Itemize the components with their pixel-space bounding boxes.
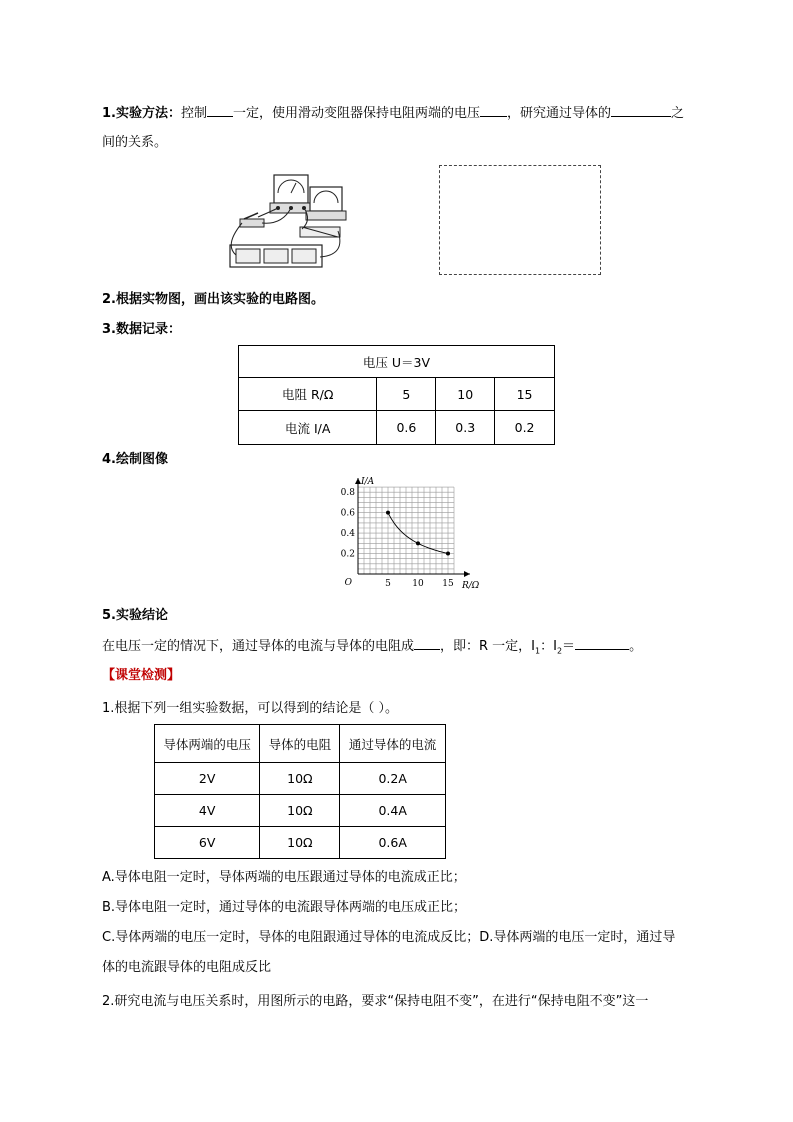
conclusion-end: 。 [629,639,643,654]
table-cell: 10Ω [260,763,340,795]
graph-heading: 4.绘制图像 [102,452,168,467]
method-text-c: ，研究通过导体的 [507,106,612,121]
y-axis-label: I/A [361,477,375,487]
conclusion-colon: ：I [540,639,557,654]
blank-2 [480,103,507,117]
question-1: 1.根据下列一组实验数据，可以得到的结论是（ ）。 [102,701,399,716]
x-tick-label: 15 [442,579,454,589]
data-table [238,345,555,445]
table-cell: 10 [436,378,495,411]
table-cell: 15 [495,378,555,411]
question-2: 2.研究电流与电压关系时，用图所示的电路，要求“保持电阻不变”，在进行“保持电阻不变”这一 [102,994,649,1009]
conclusion-text [102,636,642,662]
y-tick-label: 0.8 [340,488,355,499]
subscript-1: 1 [535,646,541,656]
blank-3 [611,103,671,117]
subscript-2: 2 [556,646,563,656]
conclusion-part-a: 在电压一定的情况下，通过导体的电流与导体的电阻成 [102,639,415,654]
x-tick-label: 5 [385,579,391,589]
table-cell: 10Ω [260,827,340,859]
conclusion-heading: 5.实验结论 [102,608,168,623]
y-tick-label: 0.4 [340,529,355,540]
method-heading: 1.实验方法： [102,106,181,121]
data-point [386,511,390,515]
table-cell: 0.6 [377,411,436,445]
table-cell: 0.2A [340,763,446,795]
origin-label: O [344,578,352,588]
option-a: A.导体电阻一定时，导体两端的电压跟通过导体的电流成正比； [102,870,466,885]
table-cell: 10Ω [260,795,340,827]
option-d-continued: 体的电流跟导体的电阻成反比 [102,960,272,975]
data-heading: 3.数据记录： [102,322,181,337]
table-cell: 0.2 [495,411,555,445]
current-label: 电流 I/A [239,411,377,445]
blank-5 [575,636,629,650]
y-tick-label: 0.2 [340,549,355,560]
table-cell: 0.4A [340,795,446,827]
circuit-drawing-box [439,165,601,275]
x-tick-label: 10 [412,579,424,589]
y-tick-label: 0.6 [340,508,355,519]
x-axis-label: R/Ω [462,581,480,591]
circuit-heading: 2.根据实物图，画出该实验的电路图。 [102,292,324,307]
option-b: B.导体电阻一定时，通过导体的电流跟导体两端的电压成正比； [102,900,467,915]
current-resistance-chart [336,476,480,594]
table-header: 电压 U＝3V [239,346,555,378]
table-col-header: 通过导体的电流 [340,725,446,763]
table-cell: 5 [377,378,436,411]
data-point [446,552,450,556]
method-line-2: 间的关系。 [102,135,168,150]
blank-4 [414,636,440,650]
conclusion-equals: ＝ [562,639,576,654]
method-text-a: 控制 [180,106,207,121]
section-title: 【课堂检测】 [102,668,181,683]
table-cell: 2V [155,763,260,795]
table-col-header: 导体两端的电压 [155,725,260,763]
resistance-label: 电阻 R/Ω [239,378,377,411]
table-cell: 0.6A [340,827,446,859]
question-table [154,724,446,859]
blank-1 [207,103,233,117]
data-point [416,541,420,545]
table-col-header: 导体的电阻 [260,725,340,763]
x-axis-arrow [464,571,470,577]
table-cell: 4V [155,795,260,827]
option-c-d: C.导体两端的电压一定时，导体的电阻跟通过导体的电流成反比；D.导体两端的电压一定时，通过导 [102,930,676,945]
method-text-b: 一定，使用滑动变阻器保持电阻两端的电压 [233,106,481,121]
table-cell: 0.3 [436,411,495,445]
apparatus-image [222,165,346,275]
conclusion-part-b: ，即：R 一定，I [440,639,536,654]
method-text-d: 之 [671,106,685,121]
method-line-1 [102,103,684,124]
table-cell: 6V [155,827,260,859]
